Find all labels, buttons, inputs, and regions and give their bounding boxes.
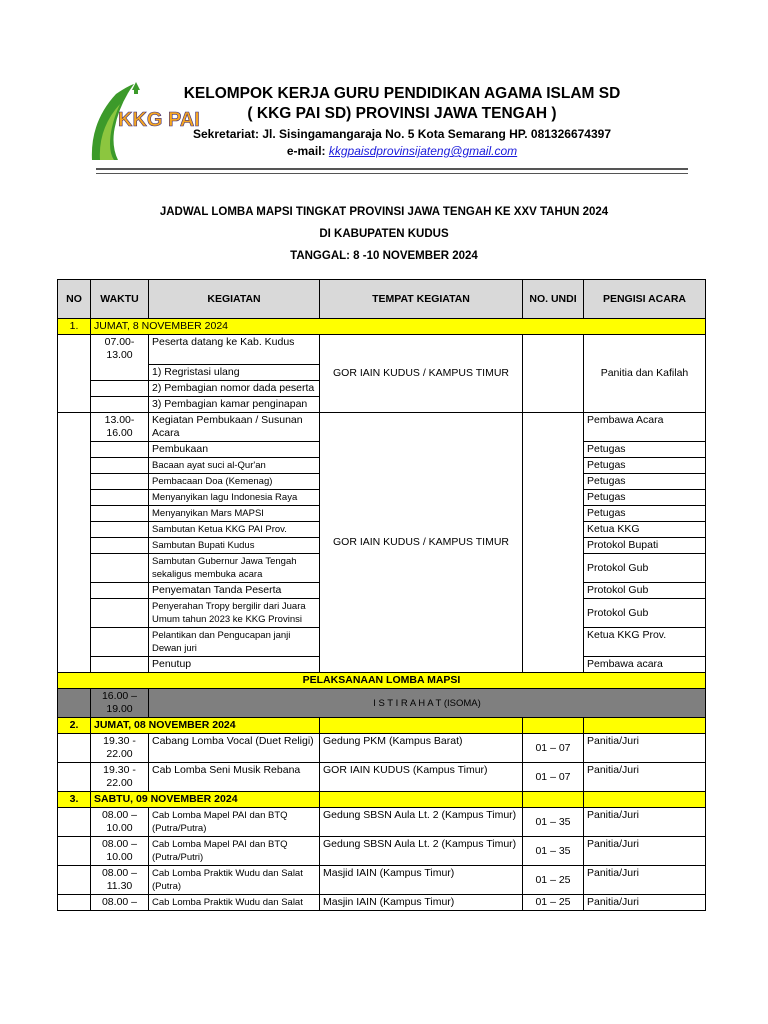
table-row: [58, 413, 706, 442]
day-row: [58, 792, 706, 808]
pengisi-cell: Pembawa Acara: [584, 413, 706, 442]
kegiatan-cell: Sambutan Gubernur Jawa Tengah sekaligus membuka acara: [149, 554, 320, 583]
waktu-cell: 08.00 – 11.30: [91, 866, 149, 895]
day-row: [58, 718, 706, 734]
pengisi-cell: Petugas: [584, 458, 706, 474]
kegiatan-cell: Pelantikan dan Pengucapan janji Dewan juri: [149, 628, 320, 657]
pengisi-cell: Petugas: [584, 506, 706, 522]
kegiatan-cell: Menyanyikan lagu Indonesia Raya: [149, 490, 320, 506]
kegiatan-cell: 2) Pembagian nomor dada peserta: [149, 381, 320, 397]
section-row: [58, 673, 706, 689]
kegiatan-cell: Sambutan Bupati Kudus: [149, 538, 320, 554]
istirahat-row: [58, 689, 706, 718]
undi-cell: 01 – 25: [523, 866, 584, 895]
tempat-cell: Gedung PKM (Kampus Barat): [320, 734, 523, 763]
pengisi-cell: Protokol Bupati: [584, 538, 706, 554]
kegiatan-cell: Cab Lomba Seni Musik Rebana: [149, 763, 320, 792]
waktu-cell: 13.00- 16.00: [91, 413, 149, 442]
schedule-table: [57, 279, 706, 911]
org-name-line1: KELOMPOK KERJA GURU PENDIDIKAN AGAMA ISLAM SD: [183, 85, 621, 102]
kegiatan-cell: 3) Pembagian kamar penginapan: [149, 397, 320, 413]
tempat-cell: GOR IAIN KUDUS / KAMPUS TIMUR: [320, 335, 523, 413]
col-tempat: TEMPAT KEGIATAN: [320, 280, 523, 319]
header-divider-thin: [96, 173, 688, 174]
istirahat-label: [149, 689, 706, 718]
kegiatan-cell: Kegiatan Pembukaan / Susunan Acara: [149, 413, 320, 442]
table-row: [58, 895, 706, 911]
tempat-cell: Gedung SBSN Aula Lt. 2 (Kampus Timur): [320, 808, 523, 837]
pelaksanaan-label: PELAKSANAAN LOMBA MAPSI: [58, 673, 706, 689]
kegiatan-cell: Cabang Lomba Vocal (Duet Religi): [149, 734, 320, 763]
table-row: [58, 763, 706, 792]
table-header: [58, 280, 706, 319]
email-link[interactable]: kkgpaisdprovinsijateng@gmail.com: [328, 144, 518, 158]
schedule-subtitle: DI KABUPATEN KUDUS: [319, 228, 449, 240]
col-no: NO: [58, 280, 91, 319]
waktu-cell: 08.00 –: [91, 895, 149, 911]
istirahat-text: I S T I R A H A T: [373, 697, 442, 709]
letterhead: [176, 84, 628, 160]
undi-cell: 01 – 07: [523, 734, 584, 763]
kegiatan-cell: Cab Lomba Mapel PAI dan BTQ (Putra/Putri): [149, 837, 320, 866]
pengisi-cell: Panitia/Juri: [584, 866, 706, 895]
day-label: JUMAT, 08 NOVEMBER 2024: [91, 718, 320, 734]
pengisi-cell: Ketua KKG: [584, 522, 706, 538]
col-kegiatan: KEGIATAN: [149, 280, 320, 319]
istirahat-sub: (ISOMA): [443, 697, 481, 709]
day-label: JUMAT, 8 NOVEMBER 2024: [91, 319, 706, 335]
waktu-cell: 08.00 – 10.00: [91, 837, 149, 866]
tempat-cell: Masjin IAIN (Kampus Timur): [320, 895, 523, 911]
email-label: e-mail:: [286, 144, 326, 158]
undi-cell: 01 – 35: [523, 808, 584, 837]
kegiatan-cell: Sambutan Ketua KKG PAI Prov.: [149, 522, 320, 538]
pengisi-cell: Panitia/Juri: [584, 837, 706, 866]
kegiatan-cell: Menyanyikan Mars MAPSI: [149, 506, 320, 522]
tempat-cell: Gedung SBSN Aula Lt. 2 (Kampus Timur): [320, 837, 523, 866]
pengisi-cell: Panitia dan Kafilah: [584, 335, 706, 413]
day-row: [58, 319, 706, 335]
header-divider: [96, 168, 688, 170]
waktu-cell: 07.00- 13.00: [91, 335, 149, 381]
waktu-cell: 19.30 - 22.00: [91, 734, 149, 763]
kegiatan-cell: Cab Lomba Mapel PAI dan BTQ (Putra/Putra): [149, 808, 320, 837]
pengisi-cell: Protokol Gub: [584, 599, 706, 628]
kegiatan-cell: Penyerahan Tropy bergilir dari Juara Umum tahun 2023 ke KKG Provinsi: [149, 599, 320, 628]
pengisi-cell: Ketua KKG Prov.: [584, 628, 706, 657]
schedule-title: JADWAL LOMBA MAPSI TINGKAT PROVINSI JAWA TENGAH KE XXV TAHUN 2024: [159, 206, 609, 218]
undi-cell: 01 – 35: [523, 837, 584, 866]
table-row: [58, 808, 706, 837]
pengisi-cell: Panitia/Juri: [584, 734, 706, 763]
kegiatan-cell: 1) Regristasi ulang: [149, 365, 320, 381]
schedule-date: TANGGAL: 8 -10 NOVEMBER 2024: [290, 250, 478, 262]
col-waktu: WAKTU: [91, 280, 149, 319]
kegiatan-cell: Peserta datang ke Kab. Kudus: [149, 335, 320, 365]
undi-cell: 01 – 25: [523, 895, 584, 911]
table-row: [58, 335, 706, 365]
waktu-cell: 16.00 – 19.00: [91, 689, 149, 718]
day-no: 2.: [58, 718, 91, 734]
kegiatan-cell: Penyematan Tanda Peserta: [149, 583, 320, 599]
undi-cell: 01 – 07: [523, 763, 584, 792]
waktu-cell: 08.00 – 10.00: [91, 808, 149, 837]
email-line: [176, 143, 628, 160]
table-row: [58, 866, 706, 895]
pengisi-cell: Panitia/Juri: [584, 763, 706, 792]
secretariat-address: Sekretariat: Jl. Sisingamangaraja No. 5 Kota Semarang HP. 081326674397: [193, 127, 611, 141]
kegiatan-cell: Cab Lomba Praktik Wudu dan Salat: [149, 895, 320, 911]
tempat-cell: Masjid IAIN (Kampus Timur): [320, 866, 523, 895]
pengisi-cell: Panitia/Juri: [584, 895, 706, 911]
waktu-cell: 19.30 - 22.00: [91, 763, 149, 792]
pengisi-cell: Petugas: [584, 474, 706, 490]
pengisi-cell: Protokol Gub: [584, 554, 706, 583]
day-label: SABTU, 09 NOVEMBER 2024: [91, 792, 320, 808]
pengisi-cell: Petugas: [584, 490, 706, 506]
kegiatan-cell: Pembukaan: [149, 442, 320, 458]
table-row: [58, 734, 706, 763]
kegiatan-cell: Bacaan ayat suci al-Qur'an: [149, 458, 320, 474]
kegiatan-cell: Pembacaan Doa (Kemenag): [149, 474, 320, 490]
table-row: [58, 837, 706, 866]
col-pengisi: PENGISI ACARA: [584, 280, 706, 319]
col-no-undi: NO. UNDI: [523, 280, 584, 319]
tempat-cell: GOR IAIN KUDUS / KAMPUS TIMUR: [320, 413, 523, 673]
pengisi-cell: Panitia/Juri: [584, 808, 706, 837]
kkg-pai-logo: [88, 82, 200, 166]
org-name-line2: ( KKG PAI SD) PROVINSI JAWA TENGAH ): [247, 105, 557, 122]
kegiatan-cell: Cab Lomba Praktik Wudu dan Salat (Putra): [149, 866, 320, 895]
day-no: 3.: [58, 792, 91, 808]
pengisi-cell: Petugas: [584, 442, 706, 458]
pengisi-cell: Protokol Gub: [584, 583, 706, 599]
day-no: 1.: [58, 319, 91, 335]
tempat-cell: GOR IAIN KUDUS (Kampus Timur): [320, 763, 523, 792]
kegiatan-cell: Penutup: [149, 657, 320, 673]
logo-text: KKG PAI: [118, 109, 200, 131]
pengisi-cell: Pembawa acara: [584, 657, 706, 673]
